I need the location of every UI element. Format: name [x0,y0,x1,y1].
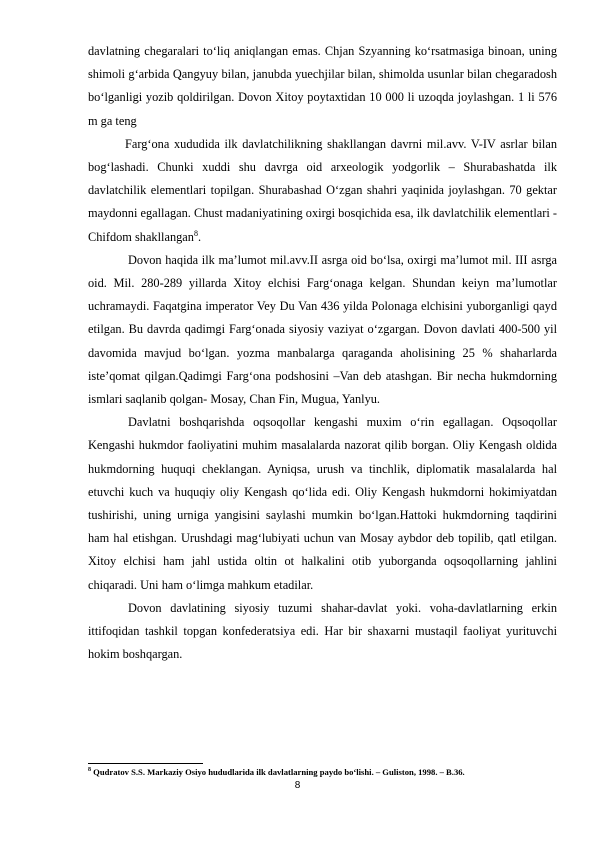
footnote-separator [88,763,203,764]
footnote-text: Qudratov S.S. Markaziy Osiyo hududlarida ilk davlatlarning paydo bo‘lishi. – Guliston, 1998. – B.36. [93,767,465,777]
paragraph-political-structure: Dovon davlatining siyosiy tuzumi shahar-davlat yoki. voha-davlatlarning erkin ittifoqidan tashkil topgan konfederatsiya edi. Har bir shaxarni mustaqil faoliyat yurituvchi hokim boshqargan. [88,600,557,662]
footnote [88,766,557,778]
footnote-number: 8 [88,767,91,774]
paragraph-dovon-borders: davlatning chegaralari to‘liq aniqlangan emas. Chjan Szyanning ko‘rsatmasiga binoan, uning shimoli g‘arbida Qangyuy bilan, janubda yuechjilar bilan, shimolda usunlar bilan chegaradosh bo‘lganligi yozib qoldirilgan. Dovon Xitoy poytaxtidan 10 000 li uzoqda joylashgan. 1 li 576 m ga teng [88,44,557,128]
paragraph-dovon-sources: Dovon haqida ilk ma’lumot mil.avv.II asrga oid bo‘lsa, oxirgi ma’lumot mil. III asrga oid. Mil. 280-289 yillarda Xitoy elchisi Farg‘onaga kelgan. Shundan keiyn ma’lumotlar uchramaydi. Faqatgina imperator Vey Du Van 436 yilda Polonaga elchisini yuborganligi qayd etilgan. Bu davrda qadimgi Farg‘onada siyosiy vaziyat o‘zgargan. Dovon davlati 400-500 yil davomida mavjud bo‘lgan. yozma manbalarga qaraganda aholisining 25 % shaharlarda iste’qomat qilgan.Qadimgi Farg‘ona podshosini –Van deb atashgan. Bir necha hukmdorning ismlari saqlanib qolgan- Mosay, Chan Fin, Mugua, Yanlyu. [88,252,557,407]
paragraph-fergana-statehood-text: Farg‘ona xududida ilk davlatchilikning shakllangan davrni mil.avv. V-IV asrlar bilan bog‘lashadi. Chunki xuddi shu davrga oid arxeologik yodgorlik – Shurabashatda ilk davlatchilik elementlari topilgan. Shurabashad O‘zgan shahri yaqinida joylashgan. 70 gektar maydonni egallagan. Chust madaniyatining oxirgi bosqichida esa, ilk davlatchilik elementlari - Chifdom shakllangan [88,136,557,244]
document-body [88,40,557,666]
paragraph-fergana-statehood: Farg‘ona xududida ilk davlatchilikning shakllangan davrni mil.avv. V-IV asrlar bilan bog‘lashadi. Chunki xuddi shu davrga oid arxeologik yodgorlik – Shurabashatda ilk davlatchilik elementlari topilgan. Shurabashad O‘zgan shahri yaqinida joylashgan. 70 gektar maydonni egallagan. Chust madaniyatining oxirgi bosqichida esa, ilk davlatchilik elementlari - Chifdom shakllangan$^8$. [88,136,557,244]
paragraph-elders-council: Davlatni boshqarishda oqsoqollar kengashi muxim o‘rin egallagan. Oqsoqollar Kengashi hukmdor faoliyatini muhim masalalarda nazorat qilib borgan. Oliy Kengash oldida hukmdorning huquqi cheklangan. Ayniqsa, urush va tinchlik, diplomatik masalalarda hal etuvchi kuch va huquqiy oliy Kengash qo‘lida edi. Oliy Kengash hukmdorni hokimiyatdan tushirishi, uning urniga yangisini saylashi mumkin bo‘lgan.Hattoki hukmdorning taqdirini ham hal etishgan. Urushdagi mag‘lubiyati uchun van Mosay aybdor deb topilib, qatl etilgan. Xitoy elchisi ham jahl ustida oltin ot halkalini otib yuborganda oqsoqollarning jahlini chiqaradi. Uni ham o‘limga mahkum etadilar. [88,415,557,592]
footnote-reference: 8 [193,228,198,238]
page-number: 8 [294,780,301,791]
